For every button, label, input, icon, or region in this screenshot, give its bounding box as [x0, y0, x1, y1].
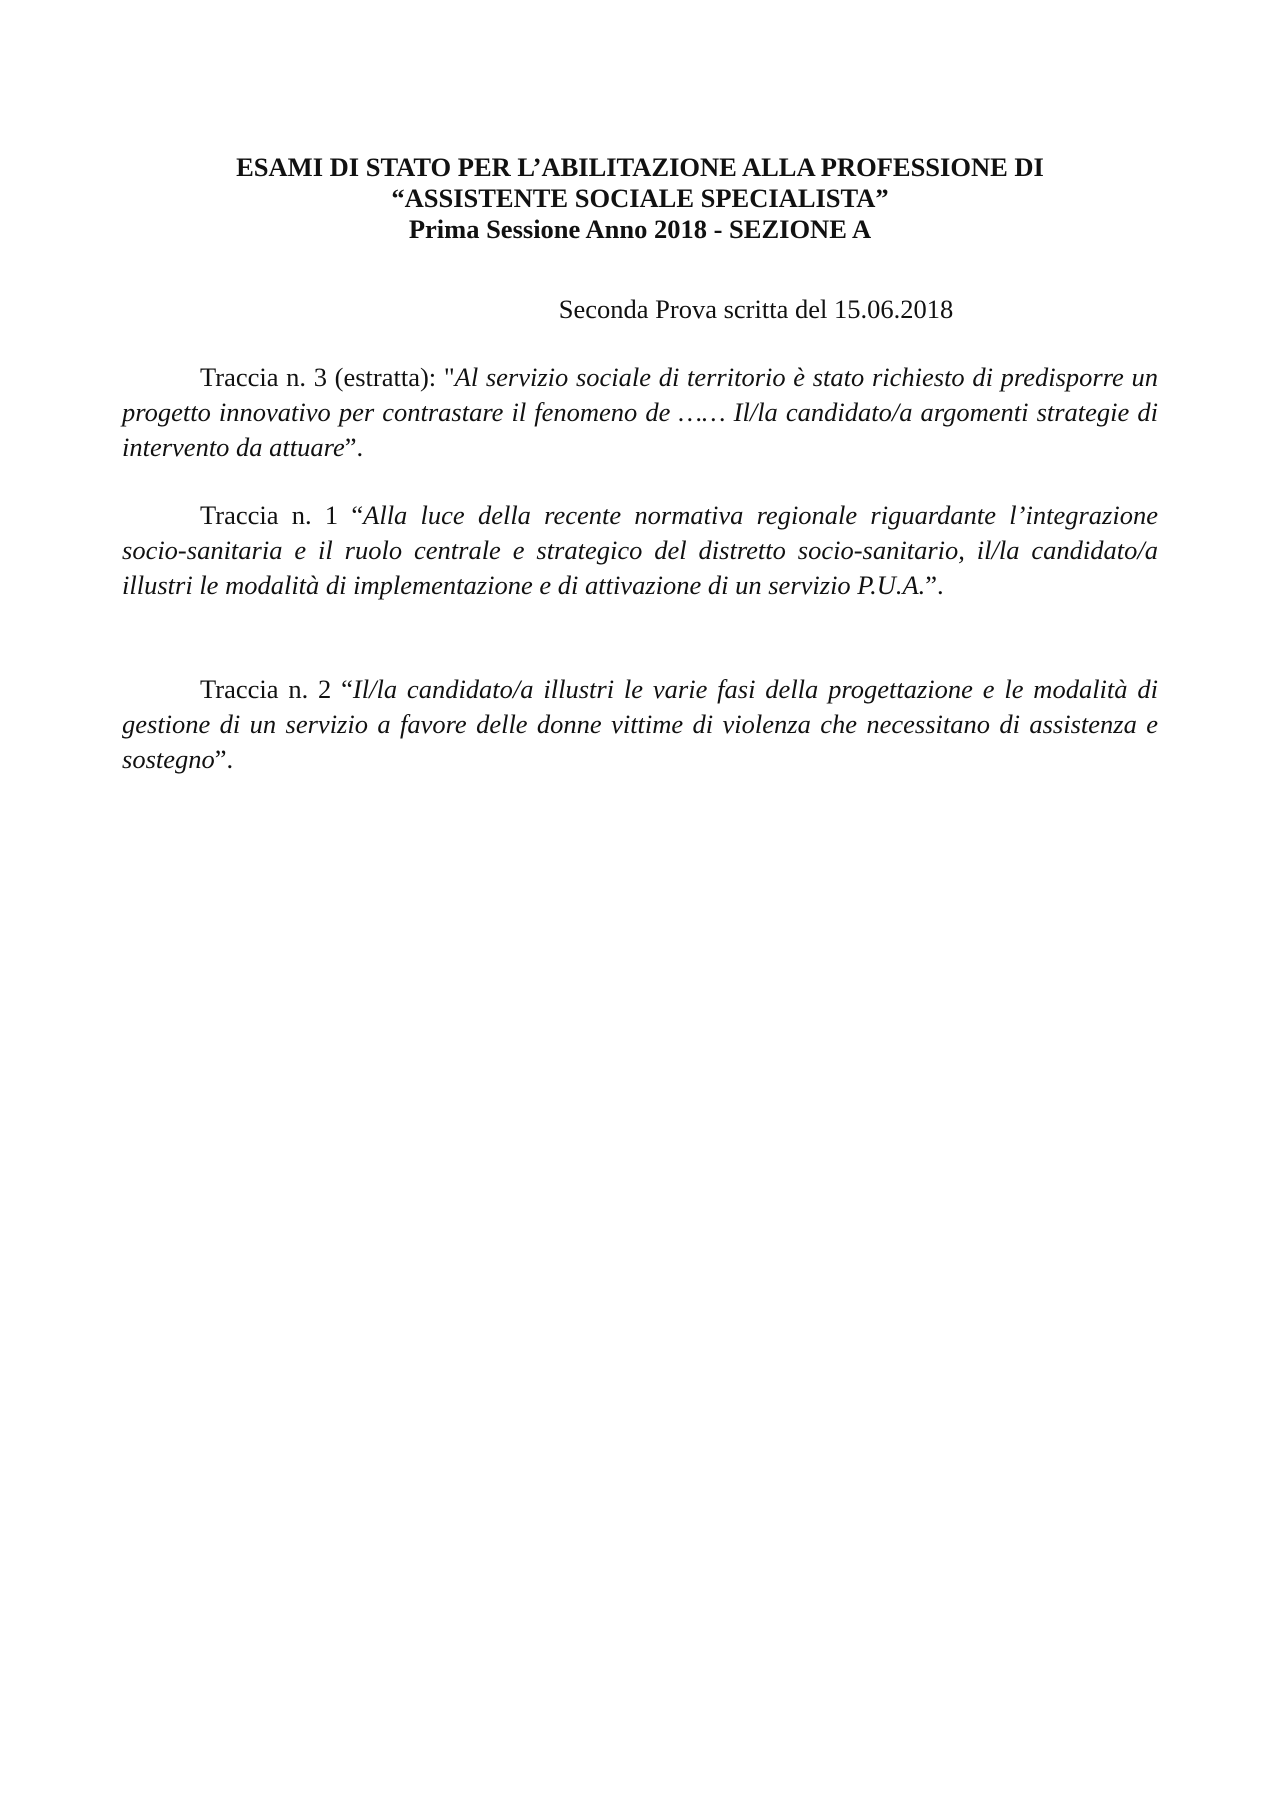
header-line-2: “ASSISTENTE SOCIALE SPECIALISTA” — [391, 183, 889, 213]
trace-text: Il/la candidato/a illustri le varie fasi della progettazione e le modalità di gestione di un servizio a favore delle donne vittime di violenza che necessitano di assistenza e sostegno — [122, 674, 1158, 774]
trace-closing: ”. — [214, 744, 234, 774]
header-line-3: Prima Sessione Anno 2018 - SEZIONE A — [408, 214, 872, 244]
trace-label: Traccia n. 3 (estratta): " — [200, 362, 455, 392]
trace-closing: ”. — [344, 432, 364, 462]
trace-text: Al servizio sociale di territorio è stato richiesto di predisporre un progetto innovativo per contrastare il fenomeno de …… Il/la candidato/a argomenti strategie di intervento da attuare — [122, 362, 1158, 462]
trace-paragraph-1 — [122, 498, 1158, 603]
document-header — [120, 152, 1160, 245]
trace-text: Alla luce della recente normativa regionale riguardante l’integrazione socio-sanitaria e il ruolo centrale e strategico del distretto socio-sanitario, il/la candidato/a illustri le modalità di implementazione e di attivazione di un servizio P.U.A. — [122, 500, 1158, 600]
trace-paragraph-2 — [122, 672, 1158, 777]
trace-label: Traccia n. 2 “ — [200, 674, 353, 704]
trace-label: Traccia n. 1 “ — [200, 500, 364, 530]
header-line-1: ESAMI DI STATO PER L’ABILITAZIONE ALLA PROFESSIONE DI — [236, 152, 1044, 182]
exam-subtitle: Seconda Prova scritta del 15.06.2018 — [558, 294, 954, 324]
trace-closing: ”. — [925, 570, 944, 600]
trace-paragraph-3 — [122, 360, 1158, 465]
